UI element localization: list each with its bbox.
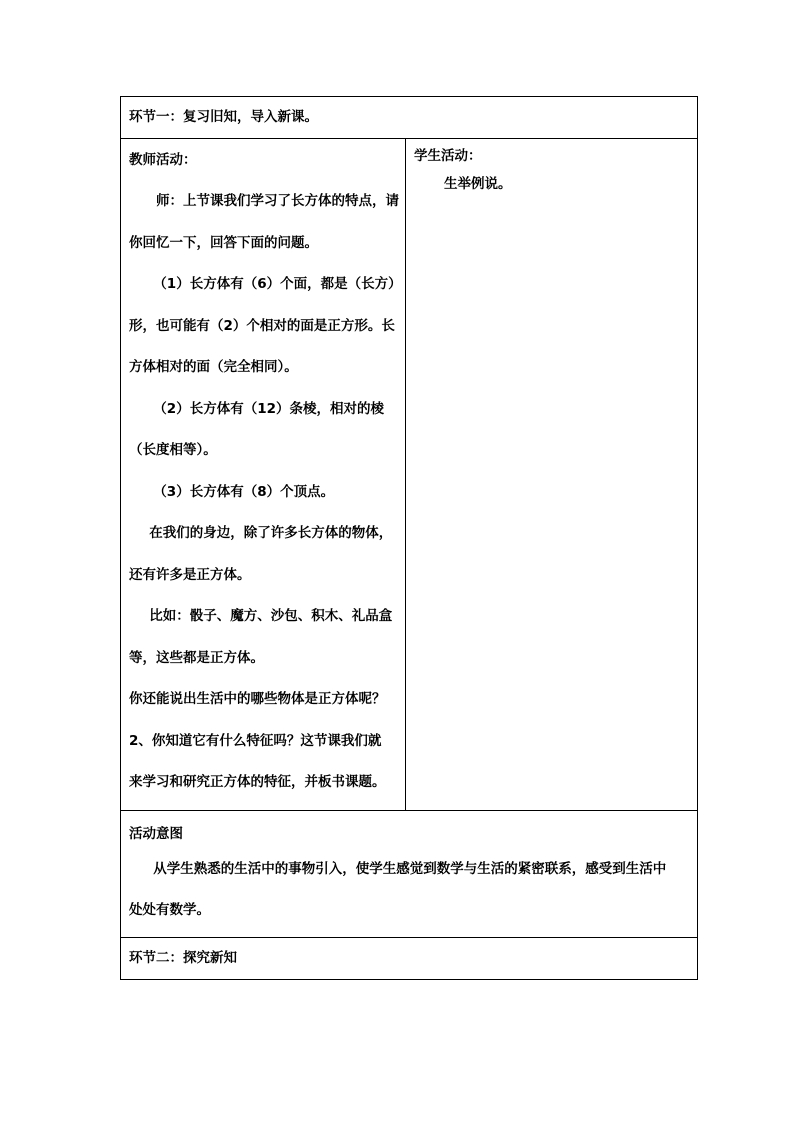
intent-label: 活动意图 [129,825,183,842]
student-activity-label: 学生活动： [414,148,482,164]
activity-row [121,139,698,811]
intent-line: 从学生熟悉的生活中的事物引入，使学生感觉到数学与生活的紧密联系，感受到生活中 [153,860,667,877]
section2-row [121,937,698,979]
teacher-line: 还有许多是正方体。 [129,566,251,583]
section2-title: 环节二：探究新知 [129,949,237,966]
teacher-line: 你回忆一下，回答下面的问题。 [129,234,318,251]
teacher-activity-label: 教师活动： [129,152,197,168]
teacher-line: 形，也可能有（2）个相对的面是正方形。长 [129,317,395,334]
lesson-plan-table [120,96,698,980]
teacher-line: 2、你知道它有什么特征吗？这节课我们就 [129,732,382,749]
intent-row [121,810,698,937]
teacher-line: 在我们的身边，除了许多长方体的物体， [149,525,393,541]
teacher-line: 比如：骰子、魔方、沙包、积木、礼品盒 [149,608,393,624]
intent-line: 处处有数学。 [129,901,210,918]
teacher-line: （2）长方体有（12）条棱，相对的棱 [153,400,384,417]
teacher-line: （1）长方体有（6）个面，都是（长方） [153,276,402,292]
student-activity-text: 生举例说。 [444,176,512,192]
section1-row [121,97,698,139]
teacher-activity-cell [121,139,406,811]
student-activity-cell [406,139,698,811]
teacher-line: 等，这些都是正方体。 [129,649,264,666]
teacher-line: 你还能说出生活中的哪些物体是正方体呢？ [129,691,386,707]
teacher-line: 方体相对的面（完全相同）。 [129,359,298,375]
section1-title: 环节一：复习旧知，导入新课。 [129,109,318,125]
teacher-line: 师：上节课我们学习了长方体的特点，请 [156,193,399,209]
teacher-line: 来学习和研究正方体的特征，并板书课题。 [129,774,386,790]
teacher-line: （长度相等）。 [129,442,217,458]
teacher-line: （3）长方体有（8）个顶点。 [153,483,335,500]
